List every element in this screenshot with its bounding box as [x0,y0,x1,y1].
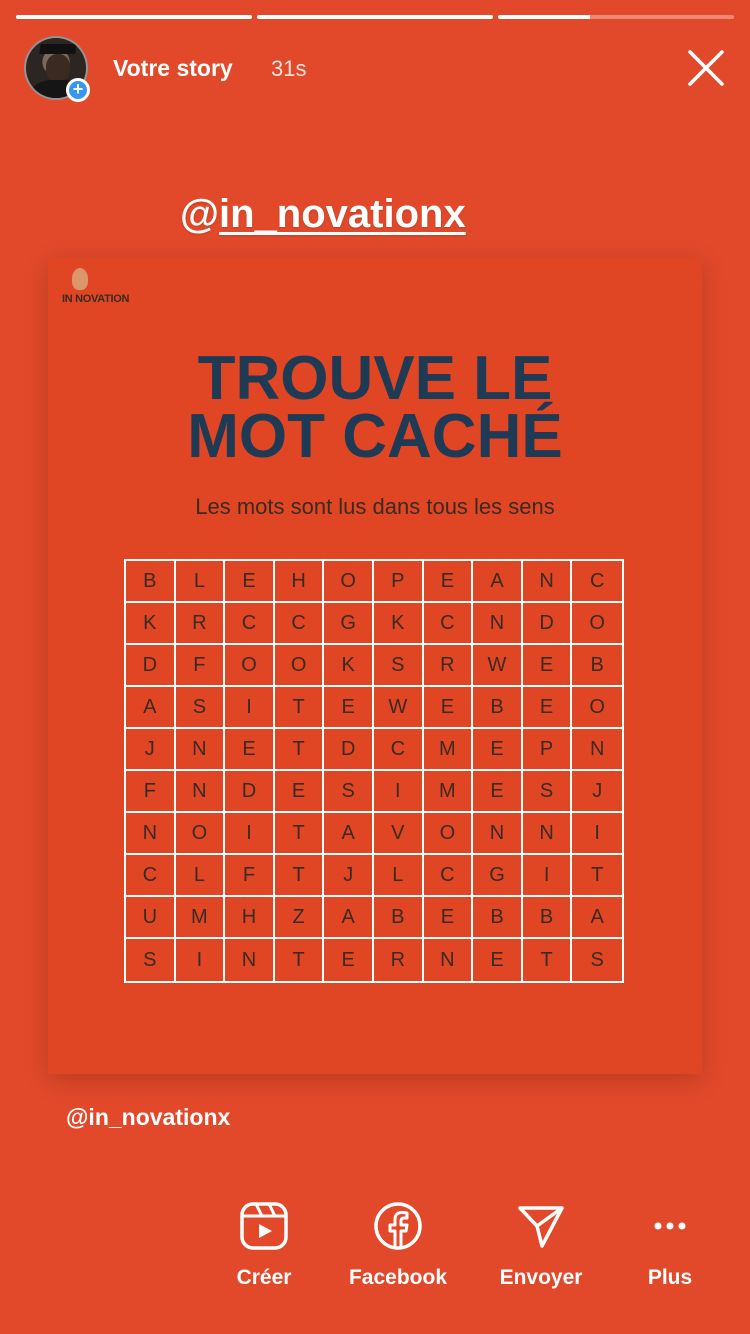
grid-cell: O [572,687,622,729]
card-title [48,344,702,471]
grid-cell: B [126,561,176,603]
more-button[interactable] [605,1200,735,1290]
grid-cell: E [424,561,474,603]
grid-cell: D [126,645,176,687]
close-icon[interactable] [686,48,726,88]
grid-cell: O [225,645,275,687]
grid-cell: S [590,948,604,971]
grid-cell: K [324,645,374,687]
grid-cell: I [176,939,226,981]
grid-cell: I [225,687,275,729]
mention-handle: in_novationx [219,192,466,236]
grid-cell: C [225,603,275,645]
avatar-cap [39,44,77,54]
grid-cell: C [424,855,474,897]
grid-cell: I [572,813,622,855]
grid-cell: L [374,855,424,897]
grid-cell: B [473,897,523,939]
grid-cell: P [523,729,573,771]
grid-cell: J [324,855,374,897]
lightbulb-icon [72,268,88,290]
grid-cell: N [176,729,226,771]
grid-cell: J [572,771,622,813]
grid-cell: G [324,603,374,645]
more-label: Plus [647,1266,693,1289]
send-label: Envoyer [499,1266,583,1289]
grid-cell: O [176,813,226,855]
create-button[interactable] [199,1200,329,1290]
story-title[interactable]: Votre story [113,55,233,81]
grid-cell: T [275,939,325,981]
grid-cell: K [126,603,176,645]
grid-cell: D [324,729,374,771]
grid-cell: W [374,687,424,729]
grid-cell: I [523,855,573,897]
grid-cell: I [374,771,424,813]
grid-cell: N [523,813,573,855]
grid-cell: O [424,813,474,855]
grid-cell: S [126,939,176,981]
mention-caption[interactable]: @in_novationx [66,1104,231,1130]
grid-cell: C [126,855,176,897]
grid-cell: E [523,687,573,729]
grid-cell: A [572,897,622,939]
grid-cell: T [275,729,325,771]
grid-cell: S [374,645,424,687]
grid-cell: N [572,729,622,771]
grid-cell: E [324,687,374,729]
grid-cell: A [473,561,523,603]
story-timestamp: 31s [271,56,307,81]
grid-cell: E [424,897,474,939]
grid-cell: N [176,771,226,813]
logo-text: IN NOVATION [62,293,130,305]
grid-cell: J [126,729,176,771]
grid-cell: B [374,897,424,939]
grid-cell: O [572,603,622,645]
send-icon [515,1200,567,1252]
grid-cell: N [225,939,275,981]
grid-cell: O [324,561,374,603]
grid-cell: M [424,771,474,813]
facebook-label: Facebook [348,1266,448,1289]
grid-cell: R [424,645,474,687]
grid-cell: E [225,729,275,771]
grid-cell: C [374,729,424,771]
grid-cell: K [374,603,424,645]
card-title-line-2: MOT CACHÉ [187,402,563,471]
grid-cell: B [523,897,573,939]
story-actions-bar [0,1200,750,1310]
grid-cell: H [225,897,275,939]
facebook-icon [372,1200,424,1252]
grid-cell: W [473,645,523,687]
grid-cell: T [275,855,325,897]
grid-cell: F [225,855,275,897]
grid-cell: E [523,645,573,687]
grid-cell: H [275,561,325,603]
progress-segment [257,15,493,19]
grid-cell: E [324,939,374,981]
grid-cell: E [225,561,275,603]
shared-post-card[interactable] [48,258,702,1074]
grid-cell: L [176,855,226,897]
grid-cell: M [424,729,474,771]
grid-cell: S [324,771,374,813]
grid-cell: N [473,813,523,855]
grid-cell: E [473,729,523,771]
grid-cell: C [424,603,474,645]
grid-cell: E [424,687,474,729]
grid-cell: E [473,771,523,813]
grid-cell: T [523,939,573,981]
send-button[interactable] [476,1200,606,1290]
mention-at: @ [180,192,220,236]
progress-segment [498,15,734,19]
grid-cell: T [275,813,325,855]
grid-cell: A [126,687,176,729]
grid-cell: C [275,603,325,645]
grid-cell: N [126,813,176,855]
grid-cell: B [572,645,622,687]
grid-cell: S [523,771,573,813]
grid-cell: R [374,939,424,981]
progress-segment [16,15,252,19]
grid-cell: N [523,561,573,603]
grid-cell: P [374,561,424,603]
story-header [24,36,726,100]
grid-cell: V [374,813,424,855]
grid-cell: R [176,603,226,645]
grid-cell: F [176,645,226,687]
grid-cell: D [523,603,573,645]
grid-cell: N [424,939,474,981]
facebook-button[interactable] [333,1200,463,1290]
grid-cell: N [473,603,523,645]
grid-cell: F [126,771,176,813]
progress-segment-fill [257,15,493,19]
grid-cell: S [176,687,226,729]
story-progress-bar [16,15,734,19]
grid-cell: B [473,687,523,729]
progress-segment-fill [498,15,590,19]
grid-cell: L [176,561,226,603]
grid-cell: M [176,897,226,939]
grid-cell: A [324,897,374,939]
word-search-grid [124,559,624,983]
grid-cell: G [473,855,523,897]
grid-cell: Z [275,897,325,939]
grid-cell: D [225,771,275,813]
create-label: Créer [236,1266,292,1289]
grid-cell: T [572,855,622,897]
progress-segment-fill [16,15,252,19]
grid-cell: O [275,645,325,687]
card-subtitle: Les mots sont lus dans tous les sens [195,494,555,519]
mention-sticker[interactable] [180,192,466,237]
grid-cell: E [275,771,325,813]
grid-cell: T [275,687,325,729]
avatar-face [46,54,70,82]
reels-icon [238,1200,290,1252]
add-story-plus-icon[interactable]: + [66,78,90,102]
grid-cell: A [324,813,374,855]
grid-cell: U [126,897,176,939]
innovation-logo [62,268,162,308]
card-title-line-1: TROUVE LE [197,344,553,413]
more-icon [644,1200,696,1252]
grid-cell: C [572,561,622,603]
grid-cell: E [473,939,523,981]
grid-cell: I [225,813,275,855]
